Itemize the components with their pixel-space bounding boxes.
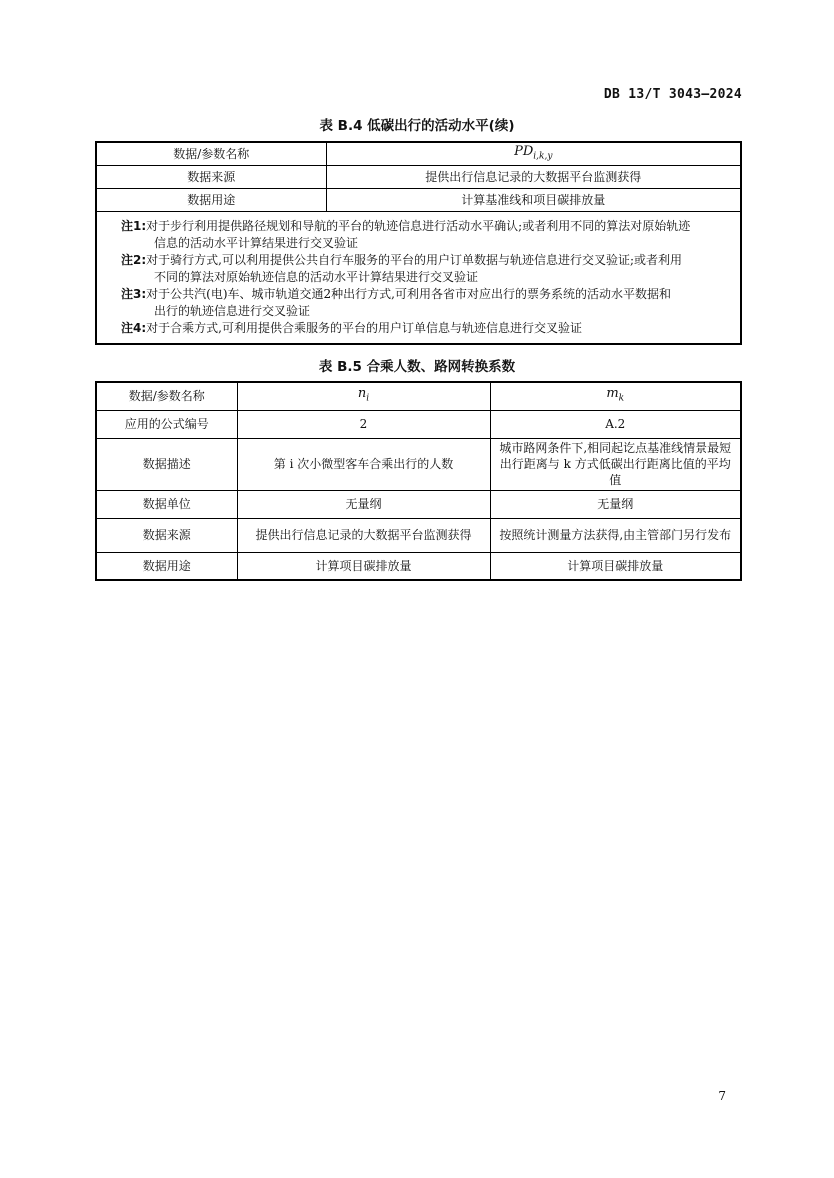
cell-label: 数据来源 (96, 518, 237, 552)
cell-label: 应用的公式编号 (96, 410, 237, 438)
cell-label: 数据/参数名称 (96, 382, 237, 410)
note-text: 对于骑行方式,可以利用提供公共自行车服务的平台的用户订单数据与轨迹信息进行交叉验证;或者利用 (146, 252, 683, 267)
table-b4-title: 表 B.4 低碳出行的活动水平(续) (319, 118, 515, 134)
cell-value: 第 i 次小微型客车合乘出行的人数 (237, 438, 490, 490)
note-4 (121, 320, 734, 337)
note-3 (121, 286, 734, 303)
table-row (96, 552, 741, 580)
standard-code: DB 13/T 3043—2024 (603, 87, 742, 102)
cell-value: 无量纲 (490, 490, 741, 518)
cell-value: 按照统计测量方法获得,由主管部门另行发布 (490, 518, 741, 552)
cell-label: 数据单位 (96, 490, 237, 518)
cell-value: 计算基准线和项目碳排放量 (326, 188, 741, 211)
symbol-base: PD (514, 144, 534, 159)
cell-value: A.2 (490, 410, 741, 438)
cell-label: 数据来源 (96, 165, 326, 188)
symbol-base: m (606, 386, 619, 402)
note-text: 对于步行利用提供路径规划和导航的平台的轨迹信息进行活动水平确认;或者利用不同的算法对原始轨迹 (146, 218, 691, 233)
table-b5 (95, 381, 742, 581)
note-text-continued: 不同的算法对原始轨迹信息的活动水平计算结果进行交叉验证 (154, 269, 479, 284)
note-2 (121, 252, 734, 269)
cell-value: 城市路网条件下,相同起讫点基准线情景最短出行距离与 k 方式低碳出行距离比值的平均值 (490, 438, 741, 490)
cell-value: 计算项目碳排放量 (237, 552, 490, 580)
cell-label: 数据/参数名称 (96, 142, 326, 165)
cell-value: 提供出行信息记录的大数据平台监测获得 (237, 518, 490, 552)
symbol-base: n (357, 386, 367, 402)
cell-label: 数据用途 (96, 552, 237, 580)
note-label: 注4: (121, 320, 147, 335)
table-row (96, 410, 741, 438)
note-label: 注1: (121, 218, 147, 233)
table-header-row (96, 382, 741, 410)
cell-value: 无量纲 (237, 490, 490, 518)
page-number: 7 (718, 1089, 726, 1103)
cell-symbol (490, 382, 741, 410)
table-row (96, 188, 741, 211)
symbol-sub: i (366, 394, 370, 405)
table-row (96, 142, 741, 165)
table-b5-title: 表 B.5 合乘人数、路网转换系数 (318, 359, 516, 375)
cell-label: 数据描述 (96, 438, 237, 490)
table-row (96, 165, 741, 188)
symbol-sub: k (618, 394, 625, 405)
table-row (96, 518, 741, 552)
note-label: 注3: (121, 286, 147, 301)
cell-label: 数据用途 (96, 188, 326, 211)
table-row (96, 490, 741, 518)
table-row (96, 438, 741, 490)
table-b4 (95, 141, 742, 345)
symbol-sub: i,k,y (533, 151, 553, 162)
note-text-continued: 出行的轨迹信息进行交叉验证 (154, 303, 311, 318)
note-text: 对于合乘方式,可利用提供合乘服务的平台的用户订单信息与轨迹信息进行交叉验证 (146, 320, 582, 335)
cell-value: 计算项目碳排放量 (490, 552, 741, 580)
note-text: 对于公共汽(电)车、城市轨道交通2种出行方式,可利用各省市对应出行的票务系统的活动水平数据和 (146, 286, 671, 301)
note-text-continued: 信息的活动水平计算结果进行交叉验证 (154, 235, 359, 250)
note-label: 注2: (121, 252, 147, 267)
cell-symbol (237, 382, 490, 410)
cell-value: 提供出行信息记录的大数据平台监测获得 (326, 165, 741, 188)
notes-row (96, 211, 741, 344)
notes-cell (96, 211, 741, 344)
note-1 (121, 218, 734, 235)
cell-symbol (326, 142, 741, 165)
cell-value: 2 (237, 410, 490, 438)
